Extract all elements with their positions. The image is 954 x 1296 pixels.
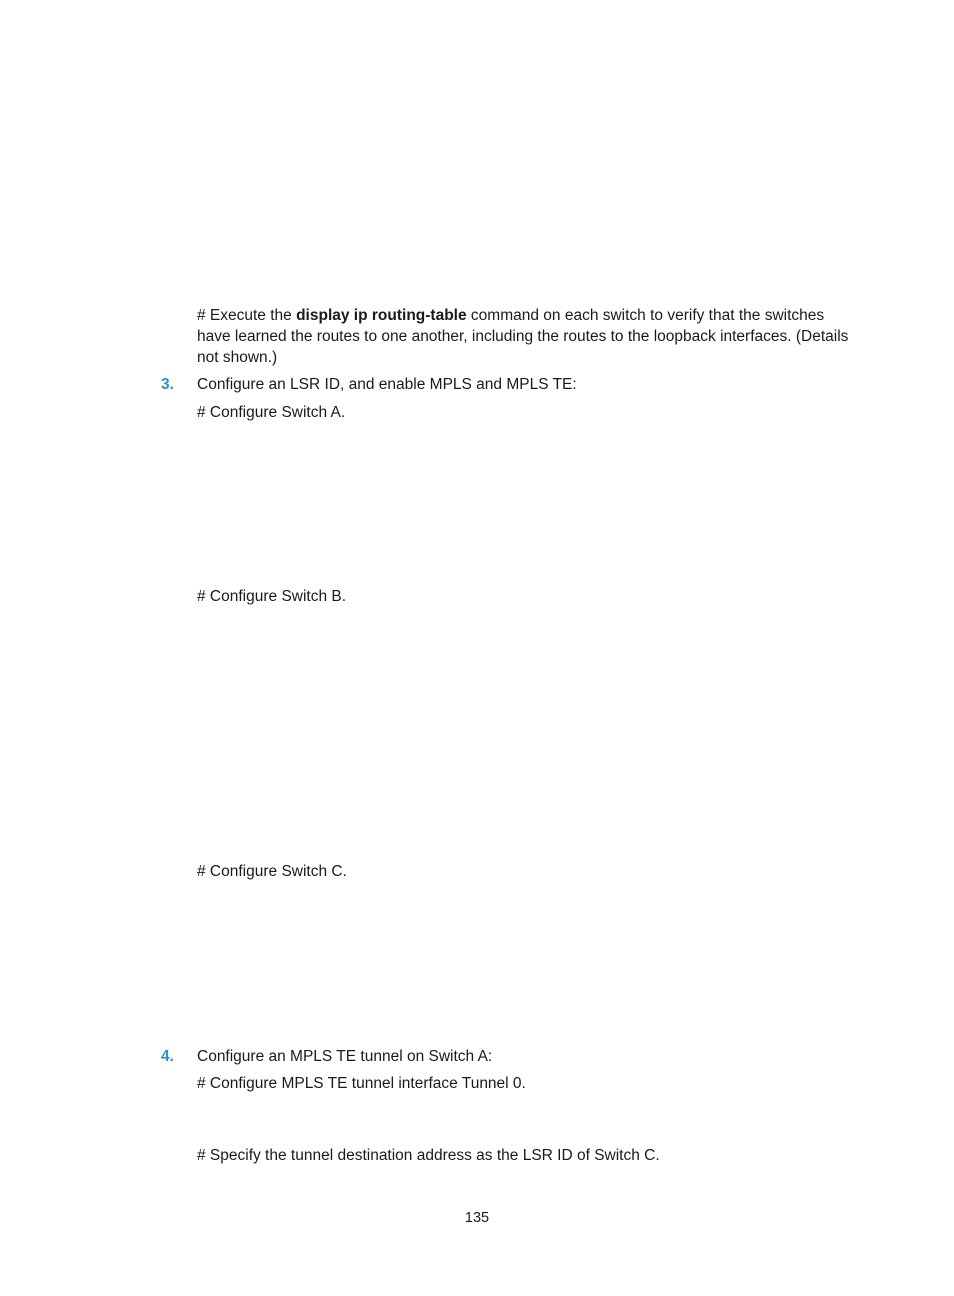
command-display-ip-routing-table: display ip routing-table (296, 307, 467, 324)
page-number: 135 (464, 1210, 490, 1226)
specify-tunnel-destination: # Specify the tunnel destination address as the LSR ID of Switch C. (197, 1147, 660, 1164)
intro-suffix: command on each switch to verify that the switches have learned the routes to one another, including the routes to the loopback interfaces. (Details not shown.) (197, 307, 849, 366)
configure-switch-b: # Configure Switch B. (197, 588, 347, 605)
configure-switch-a: # Configure Switch A. (197, 404, 346, 421)
step-4-text: Configure an MPLS TE tunnel on Switch A: (197, 1048, 493, 1065)
step-3-text: Configure an LSR ID, and enable MPLS and MPLS TE: (197, 376, 577, 393)
intro-prefix: # Execute the (197, 307, 297, 324)
step-4-number: 4. (161, 1048, 174, 1065)
step-3-number: 3. (161, 376, 174, 393)
configure-switch-c: # Configure Switch C. (197, 863, 347, 880)
intro-paragraph (197, 305, 862, 368)
configure-tunnel-interface: # Configure MPLS TE tunnel interface Tunnel 0. (197, 1075, 526, 1092)
